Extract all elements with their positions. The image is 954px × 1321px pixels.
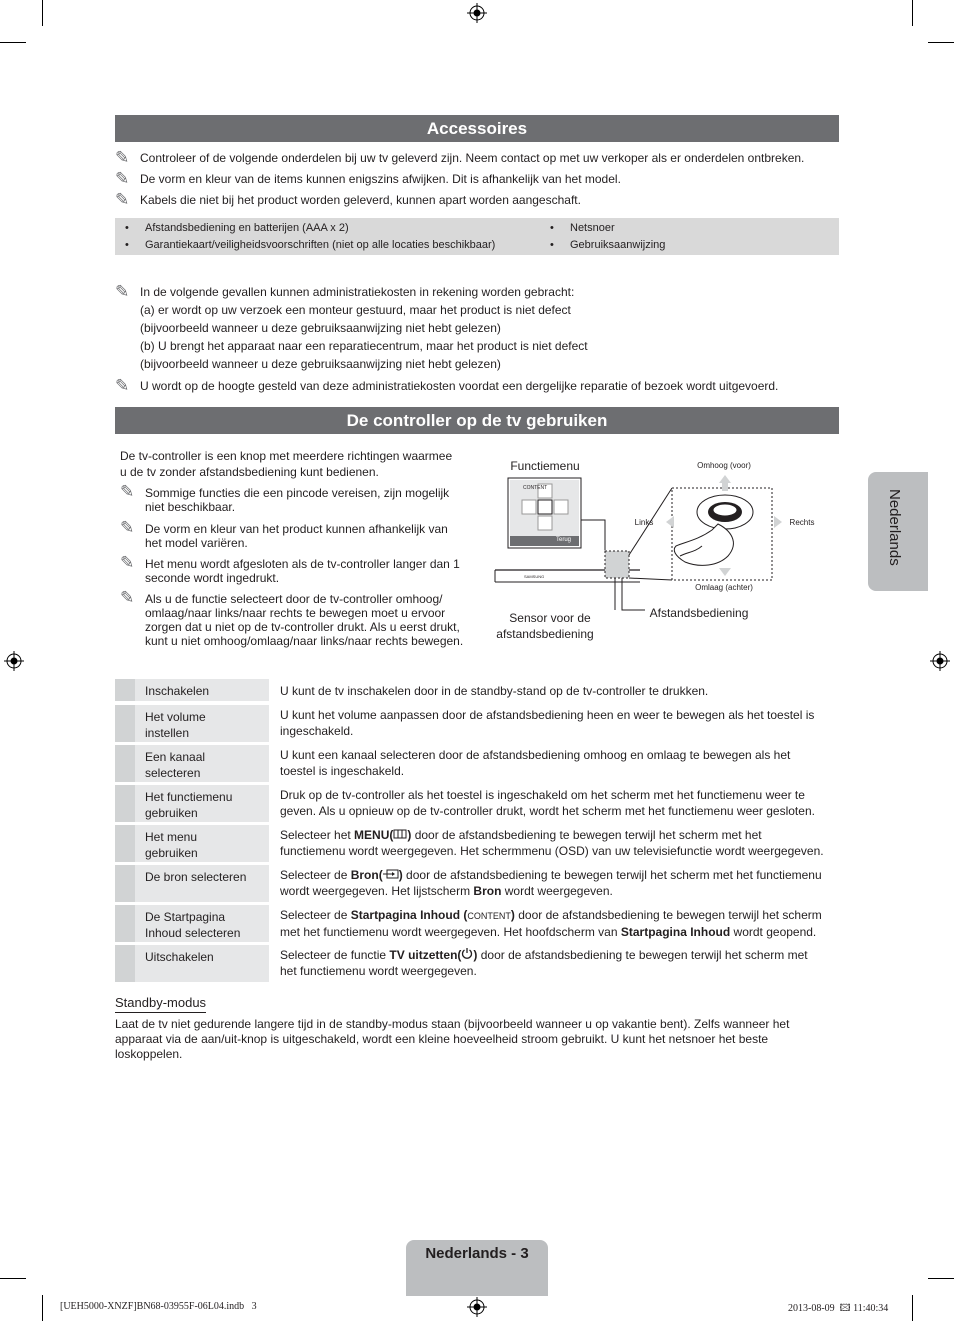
row-tab (115, 705, 135, 742)
crop-mark (42, 1295, 43, 1321)
note-pencil-icon: ✎ (120, 588, 135, 607)
note-text: Als u de functie selecteert door de tv-controller omhoog/ omlaag/naar links/naar rechts te bewegen moet u ervoor zorgen dat u niet op de tv-controller drukt. Als u eerst drukt, kunt u niet omhoog/omlaag/naar links/naar rechts bewegen. (145, 592, 464, 648)
table-row-label: De bron selecteren (135, 865, 269, 902)
row-tab (115, 825, 135, 862)
note-pencil-icon: ✎ (115, 169, 130, 188)
controller-diagram (490, 470, 840, 625)
diagram-label-sensor: Sensor voor de (509, 611, 591, 625)
table-row-desc: U kunt de tv inschakelen door in de standby-stand op de tv-controller te drukken. (280, 684, 709, 698)
bullet-icon: • (550, 222, 554, 234)
standby-line: apparaat via de aan/uit-knop is uitgeschakeld, wordt een kleine hoeveelheid stroom gebruikt. U kunt het netsnoer het beste (115, 1032, 769, 1046)
footer-timestamp: 2013-08-09 🖾 11:40:34 (788, 1303, 889, 1314)
note-text: U wordt op de hoogte gesteld van deze administratiekosten voordat een dergelijke reparatie of bezoek wordt uitgevoerd. (140, 379, 779, 393)
table-row-label: Inschakelen (135, 679, 269, 701)
accessory-item: Garantiekaart/veiligheidsvoorschriften (niet op alle locaties beschikbaar) (145, 239, 496, 251)
row-tab (115, 865, 135, 902)
table-row-desc: U kunt een kanaal selecteren door de afstandsbediening omhoog en omlaag te bewegen als het toestel is ingeschakeld. (280, 748, 791, 778)
diagram-brand-label: SAMSUNG (524, 574, 545, 579)
footer-file-name: [UEH5000-XNZF]BN68-03955F-06L04.indb 3 (60, 1301, 257, 1312)
admin-line: (bijvoorbeeld wanneer u deze gebruiksaanwijzing niet hebt gelezen) (140, 321, 501, 335)
source-icon (383, 869, 399, 879)
table-row-desc: Selecteer de functie TV uitzetten( ) door de afstandsbediening te bewegen terwijl het scherm met het functiemenu wordt weergegeven. (280, 948, 808, 978)
diagram-terug-label: Terug (556, 537, 572, 543)
bullet-icon: • (125, 239, 129, 251)
table-row-label: De Startpagina Inhoud selecteren (135, 905, 269, 942)
note-pencil-icon: ✎ (115, 376, 130, 395)
accessory-item: Netsnoer (570, 222, 615, 234)
note-pencil-icon: ✎ (120, 553, 135, 572)
admin-line: (bijvoorbeeld wanneer u deze gebruiksaanwijzing niet hebt gelezen) (140, 357, 501, 371)
note-text: Sommige functies die een pincode vereisen, zijn mogelijk niet beschikbaar. (145, 486, 450, 514)
menu-icon (393, 829, 407, 839)
table-row-label: Het menu gebruiken (135, 825, 269, 862)
admin-line: (b) U brengt het apparaat naar een reparatiecentrum, maar het product is niet defect (140, 339, 588, 353)
registration-mark-icon (467, 3, 487, 23)
table-row-label: Het functiemenu gebruiken (135, 785, 269, 822)
diagram-label-left: Links (634, 518, 654, 527)
diagram-label-functiemenu: Functiemenu (510, 459, 580, 473)
note-pencil-icon: ✎ (115, 282, 130, 301)
row-tab (115, 905, 135, 942)
accessory-item: Afstandsbediening en batterijen (AAA x 2) (145, 222, 349, 234)
registration-mark-icon (467, 1297, 487, 1317)
table-row-desc: Selecteer de Startpagina Inhoud (CONTENT) door de afstandsbediening te bewegen terwijl het scherm met het functiemenu wordt weergegeven. Het hoofdscherm van Startpagina Inhoud wordt geopend. (280, 908, 822, 939)
crop-mark (912, 1295, 913, 1321)
diagram-label-up: Omhoog (voor) (697, 461, 751, 470)
table-row-label: Het volume instellen (135, 705, 269, 742)
bullet-icon: • (125, 222, 129, 234)
note-pencil-icon: ✎ (120, 482, 135, 501)
admin-line: (a) er wordt op uw verzoek een monteur gestuurd, maar het product is niet defect (140, 303, 571, 317)
note-text: De vorm en kleur van de items kunnen enigszins afwijken. Dit is afhankelijk van het model. (140, 172, 621, 186)
accessory-item: Gebruiksaanwijzing (570, 239, 666, 251)
note-text: Kabels die niet bij het product worden geleverd, kunnen apart worden aangeschaft. (140, 193, 581, 207)
row-tab (115, 785, 135, 822)
note-text: In de volgende gevallen kunnen administratiekosten in rekening worden gebracht: (140, 285, 575, 299)
diagram-label-right: Rechts (789, 518, 815, 527)
crop-mark (0, 1278, 26, 1279)
diagram-label-down: Omlaag (achter) (695, 583, 753, 592)
table-row-desc: Druk op de tv-controller als het toestel is ingeschakeld om het scherm met het functiemenu weer te geven. Als u opnieuw op de tv-controller drukt, wordt het scherm met het functiemenu weer gesloten. (280, 788, 815, 818)
crop-mark (928, 42, 954, 43)
content-button-icon: CONTENT (467, 911, 511, 921)
language-side-tab: Nederlands (868, 472, 928, 591)
intro-text: De tv-controller is een knop met meerdere richtingen waarmee u de tv zonder afstandsbediening kunt bedienen. (120, 449, 453, 479)
note-pencil-icon: ✎ (115, 148, 130, 167)
row-tab (115, 945, 135, 982)
table-row-label: Uitschakelen (135, 945, 269, 982)
table-row-desc: Selecteer de Bron( ) door de afstandsbediening te bewegen terwijl het scherm met het functiemenu wordt weergegeven. Het lijstscherm Bron wordt weergegeven. (280, 868, 822, 898)
table-row-desc: U kunt het volume aanpassen door de afstandsbediening heen en weer te bewegen als het toestel is ingeschakeld. (280, 708, 815, 738)
row-tab (115, 679, 135, 701)
note-text: De vorm en kleur van het product kunnen afhankelijk van het model variëren. (145, 522, 448, 550)
page-number-tab: Nederlands - 3 (406, 1240, 548, 1296)
bullet-icon: • (550, 239, 554, 251)
table-row-label: Een kanaal selecteren (135, 745, 269, 782)
crop-mark (42, 0, 43, 26)
diagram-label-remote: Afstandsbediening (649, 606, 749, 620)
diagram-content-text: CONTENT (523, 485, 548, 491)
section-title-controller: De controller op de tv gebruiken (115, 407, 839, 434)
note-text: Het menu wordt afgesloten als de tv-controller langer dan 1 seconde wordt ingedrukt. (145, 557, 460, 585)
row-tab (115, 745, 135, 782)
standby-line: loskoppelen. (115, 1047, 183, 1061)
crop-mark (928, 1278, 954, 1279)
crop-mark (0, 42, 26, 43)
table-row-desc: Selecteer het MENU( ) door de afstandsbediening te bewegen terwijl het scherm met het functiemenu wordt weergegeven. Het schermmenu (OSD) van uw televisiefunctie wordt weergegeven. (280, 828, 824, 858)
note-text: Controleer of de volgende onderdelen bij uw tv geleverd zijn. Neem contact op met uw verkoper als er onderdelen ontbreken. (140, 151, 805, 165)
standby-line: Laat de tv niet gedurende langere tijd in de standby-modus staan (bijvoorbeeld wanneer u op vakantie bent). Zelfs wanneer het (115, 1017, 790, 1031)
crop-mark (912, 0, 913, 26)
note-pencil-icon: ✎ (115, 190, 130, 209)
diagram-label-sensor: afstandsbediening (496, 627, 594, 641)
registration-mark-icon (930, 651, 950, 671)
standby-title: Standby-modus (115, 995, 206, 1013)
note-pencil-icon: ✎ (120, 518, 135, 537)
section-title-accessoires: Accessoires (115, 115, 839, 142)
power-icon (461, 947, 473, 959)
registration-mark-icon (4, 651, 24, 671)
